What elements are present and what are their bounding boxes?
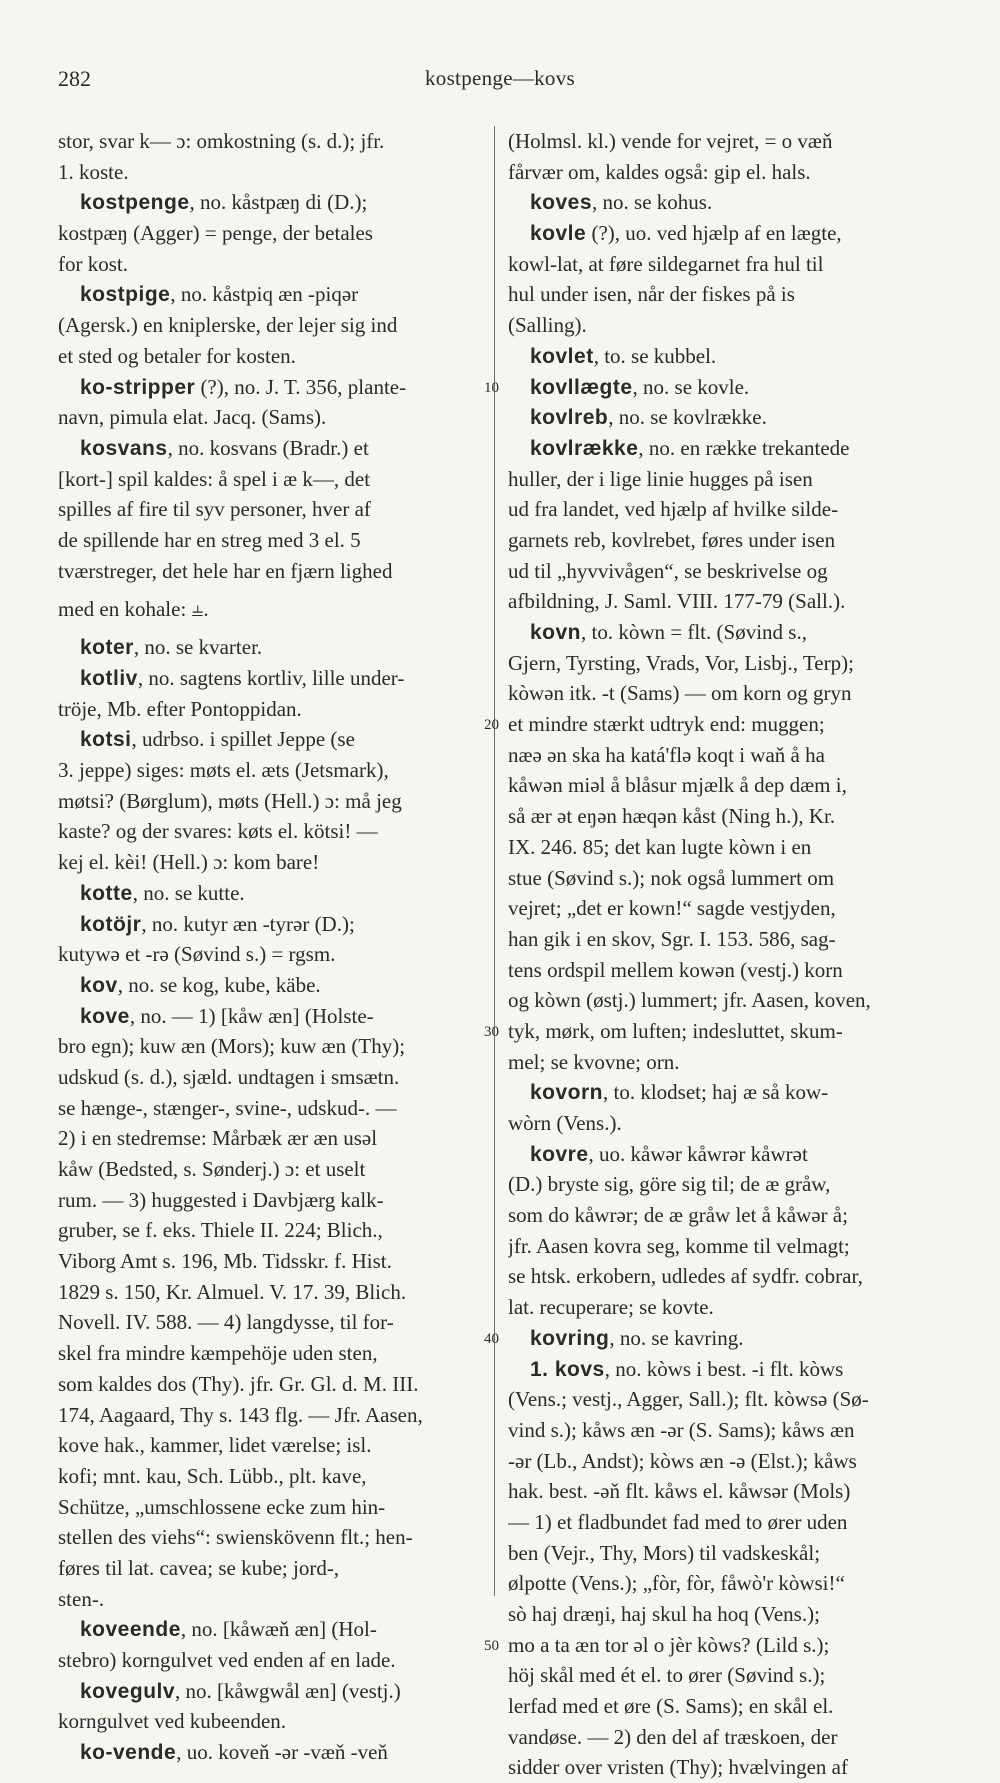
text-line: [58, 1461, 484, 1492]
headword: koveende: [80, 1618, 181, 1642]
line-text: sidder over vristen (Thy); hvælvingen af: [508, 1755, 848, 1780]
text-line: [508, 678, 952, 709]
text-line: [58, 402, 484, 433]
headword: kovlrække: [530, 436, 639, 460]
text-line: [58, 1492, 484, 1523]
entry-line: [58, 878, 484, 909]
line-text: garnets reb, kovlrebet, føres under isen: [508, 527, 836, 552]
line-text: (D.) bryste sig, göre sig til; de æ gråw,: [508, 1172, 831, 1197]
entry-line: [508, 433, 952, 464]
entry-line: [508, 1139, 952, 1170]
text-line: [58, 556, 484, 587]
line-text: kove hak., kammer, lidet værelse; isl.: [58, 1433, 372, 1458]
line-text: — 1) et fladbundet fad med to ører uden: [508, 1509, 848, 1534]
line-text: -ər (Lb., Andst); kòws æn -ə (Elst.); kåws: [508, 1448, 857, 1473]
text-line: [508, 279, 952, 310]
line-text: spilles af fire til syv personer, hver af: [58, 497, 371, 522]
line-text: , no. se kutte.: [132, 880, 245, 905]
headword: kostpenge: [80, 191, 190, 215]
line-text: , no. [kåwæň æn] (Hol-: [180, 1617, 377, 1642]
text-line: [58, 1277, 484, 1308]
headword: kotliv: [80, 667, 138, 690]
text-line: [508, 1538, 952, 1569]
line-text: udskud (s. d.), sjæld. undtagen i smsætn.: [58, 1064, 400, 1089]
line-text: som kaldes dos (Thy). jfr. Gr. Gl. d. M. III.: [58, 1371, 419, 1396]
column-divider: [494, 126, 495, 1596]
text-line: [58, 1553, 484, 1584]
text-line: [508, 1752, 952, 1783]
line-text: hak. best. -əň flt. kåws el. kåwsər (Mols): [508, 1479, 851, 1504]
text-line: [508, 1415, 952, 1446]
line-text: 3. jeppe) siges: møts el. æts (Jetsmark),: [58, 758, 389, 783]
line-text: kowl-lat, at føre sildegarnet fra hul til: [508, 251, 824, 276]
line-text: kej el. kèi! (Hell.) ɔ: kom bare!: [58, 850, 320, 875]
line-text: , no. sagtens kortliv, lille under-: [137, 666, 405, 690]
text-line: [508, 494, 952, 525]
line-text: ølpotte (Vens.); „fòr, fòr, fåwò'r kòwsi!“: [508, 1571, 845, 1596]
entry-line: [508, 617, 952, 648]
margin-line-number: 40: [484, 1331, 499, 1347]
line-text: med en kohale: ⫨.: [58, 597, 209, 622]
line-text: 174, Aagaard, Thy s. 143 flg. — Jfr. Aasen,: [58, 1402, 423, 1427]
text-line: [58, 341, 484, 372]
text-line: [508, 1261, 952, 1292]
line-text: han gik i en skov, Sgr. I. 153. 586, sag-: [508, 926, 836, 951]
headword: kovlet: [530, 344, 594, 368]
text-line: [508, 770, 952, 801]
line-text: vejret; „det er kown!“ sagde vestjyden,: [508, 896, 836, 921]
text-line: [508, 556, 952, 587]
text-line: [58, 939, 484, 970]
line-text: 2) i en stedremse: Mårbæk ær æn usəl: [58, 1126, 378, 1151]
text-line: [508, 832, 952, 863]
line-text: , no. se kavring.: [609, 1325, 744, 1350]
line-text: Viborg Amt s. 196, Mb. Tidsskr. f. Hist.: [58, 1249, 392, 1274]
line-text: huller, der i lige linie hugges på isen: [508, 466, 813, 491]
text-line: [508, 709, 952, 740]
line-text: , no. kåstpiq æn -piqər: [170, 282, 359, 307]
headword: koter: [80, 636, 134, 660]
text-line: [508, 1292, 952, 1323]
headword: kovlreb: [530, 406, 609, 430]
line-text: (Salling).: [508, 313, 587, 338]
text-line: [508, 1200, 952, 1231]
line-text: føres til lat. cavea; se kube; jord-,: [58, 1555, 340, 1580]
line-text: et mindre stærkt udtryk end: muggen;: [508, 712, 825, 737]
line-text: så ær ət eŋən hæqən kåst (Ning h.), Kr.: [508, 804, 836, 829]
line-text: møtsi? (Børglum), møts (Hell.) ɔ: må jeg: [58, 788, 402, 813]
line-text: ud til „hyvvivågen“, se beskrivelse og: [508, 558, 828, 583]
line-text: vandøse. — 2) den del af træskoen, der: [508, 1724, 838, 1749]
entry-line: [58, 372, 484, 403]
line-text: IX. 246. 85; det kan lugte kòwn i en: [508, 834, 812, 859]
headword: 1. kovs: [530, 1357, 605, 1381]
text-line: [58, 1338, 484, 1369]
text-line: [508, 740, 952, 771]
line-text: , to. klodset; haj æ så kow-: [603, 1080, 829, 1105]
line-text: , no. en række trekantede: [638, 435, 850, 460]
entry-line: [58, 909, 484, 940]
line-text: hul under isen, når der fiskes på is: [508, 282, 795, 307]
entry-line: [508, 1077, 952, 1108]
text-line: [508, 310, 952, 341]
text-line: [508, 1691, 952, 1722]
line-text: Schütze, „umschlossene ecke zum hin-: [58, 1494, 386, 1519]
entry-line: [508, 1354, 952, 1385]
text-line: [58, 847, 484, 878]
headword: kotöjr: [80, 912, 142, 936]
entry-line: [508, 218, 952, 249]
margin-line-number: 10: [484, 380, 499, 396]
line-text: tyk, mørk, om luften; indesluttet, skum-: [508, 1018, 843, 1043]
line-text: , no. se kovle.: [632, 374, 750, 399]
text-line: [508, 1446, 952, 1477]
text-line: [508, 924, 952, 955]
text-line: [58, 1246, 484, 1277]
entry-line: [58, 433, 484, 464]
line-text: tröje, Mb. efter Pontoppidan.: [58, 696, 302, 721]
text-line: [58, 1706, 484, 1737]
line-text: for kost.: [58, 251, 128, 276]
text-line: [508, 1108, 952, 1139]
text-line: [58, 1185, 484, 1216]
text-line: [508, 1169, 952, 1200]
line-text: , no. [kåwgwål æn] (vestj.): [175, 1678, 401, 1703]
line-text: rum. — 3) huggested i Davbjærg kalk-: [58, 1187, 384, 1212]
entry-line: [508, 1323, 952, 1354]
line-text: wòrn (Vens.).: [508, 1111, 622, 1135]
text-line: [58, 249, 484, 280]
line-text: tværstreger, det hele har en fjærn lighed: [58, 558, 393, 583]
headword: kovn: [530, 621, 582, 644]
text-line: [508, 525, 952, 556]
text-line: [58, 694, 484, 725]
line-text: gruber, se f. eks. Thiele II. 224; Blich.,: [58, 1218, 383, 1243]
text-line: [58, 1400, 484, 1431]
text-line: [58, 1307, 484, 1338]
line-text: sò haj dræŋi, haj skul ha hoq (Vens.);: [508, 1602, 820, 1626]
text-line: [58, 755, 484, 786]
line-text: kutywə et -rə (Søvind s.) = rgsm.: [58, 942, 336, 967]
text-line: [58, 1584, 484, 1615]
line-text: , no. se kohus.: [592, 190, 713, 215]
headword: kove: [80, 1004, 130, 1028]
headword: ko-vende: [80, 1741, 177, 1765]
line-text: se htsk. erkobern, udledes af sydfr. cobrar,: [508, 1264, 863, 1289]
line-text: , uo. kåwər kåwrər kåwrət: [588, 1141, 808, 1166]
text-line: [58, 494, 484, 525]
text-line: [58, 1215, 484, 1246]
line-text: mel; se kvovne; orn.: [508, 1049, 680, 1074]
line-text: lerfad med et øre (S. Sams); en skål el.: [508, 1694, 834, 1719]
line-text: , to. kòwn = flt. (Søvind s.,: [581, 620, 807, 644]
headword: kovre: [530, 1142, 589, 1166]
line-text: vind s.); kåws æn -ər (S. Sams); kåws æn: [508, 1417, 855, 1442]
line-text: mo a ta æn tor əl o jèr kòws? (Lild s.);: [508, 1632, 830, 1657]
right-column: [508, 126, 952, 1783]
line-text: se hænge-, stænger-, svine-, udskud-. —: [58, 1095, 397, 1120]
text-line: [508, 1384, 952, 1415]
line-text: fårvær om, kaldes også: gip el. hals.: [508, 159, 811, 184]
line-text: korngulvet ved kubeenden.: [58, 1709, 287, 1734]
text-line: [58, 126, 484, 157]
text-line: [58, 1522, 484, 1553]
headword: kostpige: [80, 283, 171, 307]
line-text: afbildning, J. Saml. VIII. 177-79 (Sall.).: [508, 589, 846, 614]
entry-line: [508, 372, 952, 403]
entry-line: [508, 341, 952, 372]
text-line: [58, 310, 484, 341]
line-text: tens ordspil mellem kowən (vestj.) korn: [508, 957, 843, 982]
line-text: Novell. IV. 588. — 4) langdysse, til for-: [58, 1310, 394, 1335]
line-text: kòwən itk. -t (Sams) — om korn og gryn: [508, 681, 852, 706]
text-line: [58, 1123, 484, 1154]
line-text: stellen des viehs“: swienskövenn flt.; hen-: [58, 1525, 413, 1550]
line-text: et sted og betaler for kosten.: [58, 343, 296, 368]
text-line: [58, 218, 484, 249]
text-line: [508, 1599, 952, 1630]
line-text: sten-.: [58, 1586, 105, 1611]
entry-line: [508, 402, 952, 433]
line-text: jfr. Aasen kovra seg, komme til velmagt;: [508, 1233, 850, 1258]
text-line: [508, 1016, 952, 1047]
text-line: [508, 955, 952, 986]
line-text: [kort-] spil kaldes: å spel i æ k—, det: [58, 466, 371, 491]
headword: kosvans: [80, 436, 168, 460]
entry-line: [58, 663, 484, 694]
entry-line: [58, 187, 484, 218]
line-text: (Agersk.) en kniplerske, der lejer sig ind: [58, 313, 398, 338]
entry-line: [58, 632, 484, 663]
line-text: kostpæŋ (Agger) = penge, der betales: [58, 221, 373, 246]
text-line: [508, 1231, 952, 1262]
text-line: [508, 249, 952, 280]
text-line: [58, 1093, 484, 1124]
entry-line: [58, 1614, 484, 1645]
text-line: [508, 126, 952, 157]
text-line: [508, 801, 952, 832]
line-text: lat. recuperare; se kovte.: [508, 1295, 714, 1320]
running-title: kostpenge—kovs: [424, 66, 576, 90]
text-line: [58, 1154, 484, 1185]
line-text: (?), uo. ved hjælp af en lægte,: [586, 221, 842, 246]
text-line: [58, 464, 484, 495]
line-text: 1829 s. 150, Kr. Almuel. V. 17. 39, Blich.: [58, 1279, 407, 1304]
headword: kotte: [80, 881, 133, 905]
line-text: og kòwn (østj.) lummert; jfr. Aasen, koven,: [508, 988, 871, 1013]
text-line: [508, 1630, 952, 1661]
line-text: 1. koste.: [58, 159, 129, 184]
text-line: [58, 1031, 484, 1062]
text-line: [58, 816, 484, 847]
line-text: skel fra mindre kæmpehöje uden sten,: [58, 1341, 378, 1366]
line-text: , udrbso. i spillet Jeppe (se: [131, 727, 355, 752]
entry-line: [58, 724, 484, 755]
text-line: [508, 893, 952, 924]
text-line: [508, 1660, 952, 1691]
line-text: Gjern, Tyrsting, Vrads, Vor, Lisbj., Terp);: [508, 650, 854, 675]
line-text: (Vens.; vestj., Agger, Sall.); flt. kòwsə (Sø-: [508, 1387, 869, 1412]
line-text: stor, svar k— ɔ: omkostning (s. d.); jfr.: [58, 129, 385, 153]
text-line: [508, 464, 952, 495]
line-text: kofi; mnt. kau, Sch. Lübb., plt. kave,: [58, 1463, 367, 1488]
line-text: navn, pimula elat. Jacq. (Sams).: [58, 405, 327, 430]
line-text: de spillende har en streg med 3 el. 5: [58, 527, 361, 552]
text-line: [508, 1568, 952, 1599]
text-line: [58, 1645, 484, 1676]
line-text: , no. kosvans (Bradr.) et: [167, 435, 369, 460]
text-line: [508, 985, 952, 1016]
entry-line: [58, 970, 484, 1001]
text-line: [508, 1476, 952, 1507]
line-text: , no. kutyr æn -tyrər (D.);: [141, 911, 355, 936]
headword: kotsi: [80, 728, 132, 752]
text-line: [58, 157, 484, 188]
margin-line-number: 30: [484, 1024, 499, 1040]
page-header: [0, 66, 1000, 96]
line-text: ud fra landet, ved hjælp af hvilke silde-: [508, 497, 839, 522]
entry-line: [58, 1001, 484, 1032]
line-text: , to. se kubbel.: [593, 343, 717, 368]
text-line: [508, 586, 952, 617]
text-line: [58, 1369, 484, 1400]
line-text: næə ən ska ha katá'flə koqt i waň å ha: [508, 742, 825, 767]
entry-line: [58, 1737, 484, 1768]
entry-line: [508, 187, 952, 218]
margin-line-number: 20: [484, 717, 499, 733]
line-text: , uo. koveň -ər -væň -veň: [176, 1740, 388, 1765]
headword: koves: [530, 191, 593, 215]
text-line: [508, 863, 952, 894]
text-line: [58, 1430, 484, 1461]
line-text: höj skål med ét el. to ører (Søvind s.);: [508, 1663, 826, 1688]
text-line: [508, 1507, 952, 1538]
headword: kov: [80, 973, 118, 997]
line-text: , no. se kog, kube, käbe.: [117, 972, 321, 997]
line-text: , no. se kovlrække.: [608, 405, 767, 430]
text-line: [58, 786, 484, 817]
line-text: , no. kòws i best. -i flt. kòws: [604, 1356, 844, 1381]
text-line: [58, 1062, 484, 1093]
line-text: stebro) korngulvet ved enden af en lade.: [58, 1648, 396, 1672]
headword: kovllægte: [530, 375, 633, 399]
text-line: [508, 157, 952, 188]
line-text: bro egn); kuw æn (Mors); kuw æn (Thy);: [58, 1034, 406, 1059]
line-text: som do kåwrər; de æ gråw let å kåwər å;: [508, 1203, 848, 1228]
line-text: (Holmsl. kl.) vende for vejret, = o væň: [508, 129, 833, 153]
headword: kovring: [530, 1326, 610, 1350]
line-text: ben (Vejr., Thy, Mors) til vadskeskål;: [508, 1540, 821, 1565]
line-text: (?), no. J. T. 356, plante-: [195, 374, 407, 399]
entry-line: [58, 279, 484, 310]
line-text: , no. — 1) [kåw æn] (Holste-: [129, 1003, 374, 1028]
headword: kovle: [530, 222, 587, 246]
entry-line: [58, 1676, 484, 1707]
line-text: kåw (Bedsted, s. Sønderj.) ɔ: et uselt: [58, 1157, 366, 1181]
margin-line-number: 50: [484, 1638, 499, 1654]
line-text: kåwən miəl å blåsur mjælk å dep dæm i,: [508, 773, 847, 798]
text-line: [508, 1722, 952, 1753]
line-text: , no. kåstpæŋ di (D.);: [189, 190, 368, 215]
line-text: kaste? og der svares: køts el. kötsi! —: [58, 819, 378, 844]
headword: ko-stripper: [80, 375, 196, 399]
line-text: , no. se kvarter.: [133, 635, 263, 660]
headword: kovegulv: [80, 1679, 176, 1703]
text-line: [58, 586, 484, 632]
headword: kovorn: [530, 1081, 604, 1105]
line-text: stue (Søvind s.); nok også lummert om: [508, 865, 835, 890]
text-line: [508, 1047, 952, 1078]
text-line: [508, 648, 952, 679]
left-column: [58, 126, 484, 1768]
text-line: [58, 525, 484, 556]
page-number: 282: [58, 66, 91, 91]
